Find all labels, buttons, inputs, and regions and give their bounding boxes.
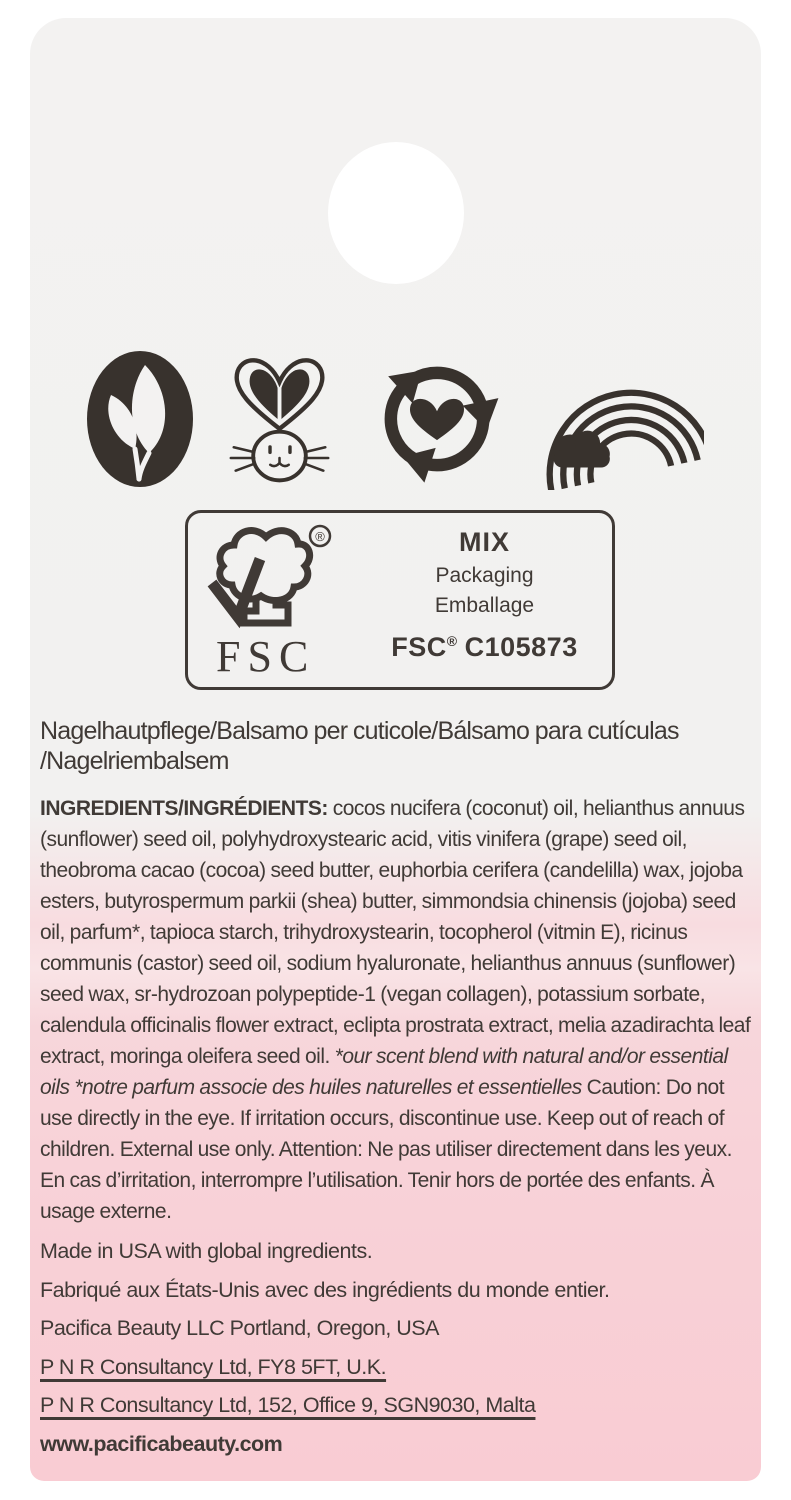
made-in-line-fr: Fabriqué aux États-Unis avec des ingrédients du monde entier. — [40, 1277, 610, 1302]
leaf-icon — [85, 349, 195, 489]
caution-text: Caution: Do not use directly in the eye. If irritation occurs, discontinue use. Keep out of reach of children. External use only. Attention: Ne pas utiliser directement dans les yeux. En cas d’irritation, interrompre l’utilisation. Tenir hors de portée des enfants. À usage externe. — [40, 1076, 732, 1223]
hang-hole — [328, 142, 464, 284]
company-address-usa: Pacifica Beauty LLC Portland, Oregon, USA — [40, 1316, 439, 1340]
ingredients-label: INGREDIENTS/INGRÉDIENTS: — [40, 797, 328, 820]
cruelty-free-bunny-icon — [224, 347, 336, 492]
scent-note: *our scent blend with natural and/or essential oils *notre parfum associe des huiles naturelles et essentielles — [40, 1045, 728, 1099]
ingredients-paragraph — [40, 793, 751, 1227]
made-in-line: Made in USA with global ingredients. — [40, 1239, 373, 1263]
fsc-logo-text: FSC — [216, 632, 316, 681]
ingredients-list: cocos nucifera (coconut) oil, helianthus annuus (sunflower) seed oil, polyhydroxystearic acid, vitis vinifera (grape) seed oil, theobroma cacao (cocoa) seed butter, euphorbia cerifera (candelilla) wax, jojoba esters, butyrospermum parkii (shea) butter, simmondsia chinensis (jojoba) seed oil, parfum*, tapioca starch, trihydroxystearin, tocopherol (vitmin E), ricinus communis (castor) seed oil, sodium hyaluronate, helianthus annuus (sunflower) seed wax, sr-hydrozoan polypeptide-1 (vegan collagen), potassium sorbate, calendula officinalis flower extract, eclipta prostrata extract, melia azadirachta leaf extract, moringa oleifera seed oil. — [40, 797, 751, 1068]
fsc-mix-label: MIX — [458, 527, 510, 557]
product-name-line-1: Nagelhautpflege/Balsamo per cuticole/Bálsamo para cutículas — [40, 717, 679, 745]
fsc-logo-icon — [204, 523, 369, 679]
fsc-certification-box — [185, 510, 615, 690]
rainbow-icon — [539, 348, 704, 490]
svg-text:®: ® — [315, 529, 325, 544]
fsc-text-column — [369, 523, 600, 679]
hang-tag-card — [30, 18, 761, 1481]
company-address-malta: P N R Consultancy Ltd, 152, Office 9, SGN9030, Malta — [40, 1393, 536, 1417]
certification-icons-row — [30, 344, 761, 494]
fsc-emballage-label: Emballage — [434, 594, 535, 617]
company-address-uk: P N R Consultancy Ltd, FY8 5FT, U.K. — [40, 1354, 387, 1379]
product-name-line-2: /Nagelriembalsem — [40, 747, 229, 775]
recycle-heart-icon — [364, 344, 510, 494]
footer-company-block — [40, 1232, 751, 1463]
fsc-packaging-label: Packaging — [435, 564, 534, 587]
fsc-license-code: FSC® C105873 — [391, 632, 578, 662]
product-name-multilang — [40, 716, 749, 776]
website-url: www.pacificabeauty.com — [40, 1431, 283, 1456]
